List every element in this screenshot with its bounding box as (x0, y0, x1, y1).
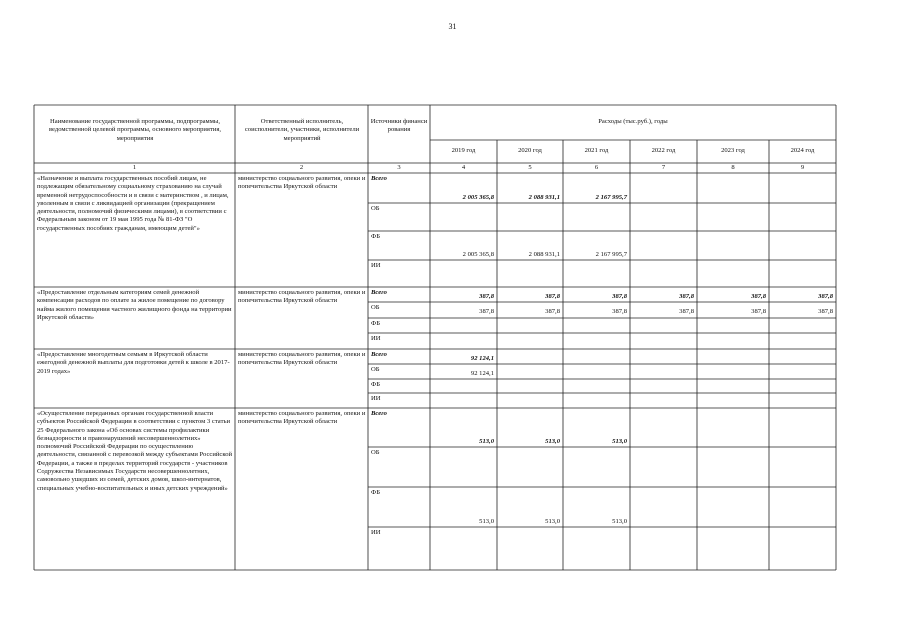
row-4-fb-2019: 513,0 (479, 518, 494, 525)
row-3-name: «Предоставление многодетным семьям в Иркутской области ежегодной денежной выплаты для подготовки детей к школе в 2017-2019 годах» (37, 351, 230, 375)
year-2024: 2024 год (790, 147, 815, 154)
row-2-fb-label: ФБ (371, 320, 380, 327)
row-2-total-2021: 387,8 (612, 293, 627, 300)
col-number: 4 (461, 164, 466, 171)
year-2020: 2020 год (518, 147, 542, 154)
row-3-fb-label: ФБ (371, 381, 380, 388)
row-1-executor: министерство социального развития, опеки и попечительства Иркутской области (238, 175, 366, 191)
row-2-name: «Предоставление отдельным категориям семей денежной компенсации расходов по оплате за жилое помещение по договору найма жилого помещения частного жилищного фонда на территории Иркутской области» (37, 289, 232, 321)
row-2-ob-2023: 387,8 (751, 308, 766, 315)
header-sources: Источники финансирования (370, 118, 428, 134)
row-1-fb-2020: 2 088 931,1 (528, 251, 560, 258)
row-1-total-2019: 2 005 365,8 (462, 194, 494, 201)
year-2021: 2021 год (584, 147, 609, 154)
row-4-fb-2021: 513,0 (612, 518, 627, 525)
col-number: 3 (397, 164, 401, 171)
row-1-total-2021: 2 167 995,7 (595, 194, 627, 201)
row-2-ob-label: ОБ (371, 304, 380, 311)
row-1-total-2020: 2 088 931,1 (528, 194, 560, 201)
row-2-ob-2022: 387,8 (679, 308, 694, 315)
row-4-executor: министерство социального развития, опеки и попечительства Иркутской области (238, 410, 366, 426)
year-2022: 2022 год (651, 147, 676, 154)
header-program-name: Наименование государственной программы, подпрограммы, ведомственной целевой программы, основного мероприятия, мероприятия (48, 118, 222, 142)
row-1-total-label: Всего (371, 175, 387, 182)
col-number: 9 (800, 164, 805, 171)
year-2023: 2023 год (721, 147, 745, 154)
row-4-total-2021: 513,0 (612, 438, 627, 445)
header-expenses: Расходы (тыс.руб.), годы (598, 118, 668, 125)
row-3-total-2019: 92 124,1 (470, 355, 494, 362)
col-number: 1 (132, 164, 137, 171)
row-3-total-label: Всего (371, 351, 387, 358)
col-number: 2 (299, 164, 304, 171)
row-4-ii-label: ИИ (371, 529, 381, 536)
row-2-total-2020: 387,8 (545, 293, 560, 300)
row-4-fb-2020: 513,0 (545, 518, 560, 525)
row-1-name: «Назначение и выплата государственных пособий лицам, не подлежащим обязательному социальному страхованию на случай временной нетрудоспособности и в связи с материнством , и лицам, уволенным в связи с ликвидацией организации (прекращением деятельности, полномочий физическими лицами), в соответствии с Федеральным законом от 19 мая 1995 года № 81-ФЗ "О государственных пособиях гражданам, имеющим детей"» (37, 175, 229, 232)
row-2-ob-2021: 387,8 (612, 308, 627, 315)
row-2-total-label: Всего (371, 289, 387, 296)
row-4-name: «Осуществление переданных органам государственной власти субъектов Российской Федерации в соответствии с пунктом 3 статьи 25 Федерального закона «Об основах системы профилактики безнадзорности и правонарушений несовершеннолетних» полномочий Российской Федерации по осуществлению деятельности, связанной с перевозкой между субъектами Российской Федерации, а также в пределах территорий государств - участников Содружества Независимых Государств несовершеннолетних, самовольно ушедших из семей, детских домов, школ-интернатов, специальных учебно-воспитательных и иных детских учреждений» (37, 410, 233, 492)
row-3-ob-2019: 92 124,1 (470, 370, 494, 377)
row-1-ob-label: ОБ (371, 205, 380, 212)
row-4-total-label: Всего (371, 410, 387, 417)
row-4-ob-label: ОБ (371, 449, 380, 456)
page-number: 31 (448, 22, 457, 31)
row-3-ob-label: ОБ (371, 366, 380, 373)
row-2-total-2019: 387,8 (479, 293, 494, 300)
row-2-ob-2024: 387,8 (818, 308, 833, 315)
row-1-ii-label: ИИ (371, 262, 381, 269)
row-2-ob-2019: 387,8 (479, 308, 494, 315)
row-2-total-2024: 387,8 (818, 293, 833, 300)
row-4-total-2019: 513,0 (479, 438, 494, 445)
row-3-executor: министерство социального развития, опеки и попечительства Иркутской области (238, 351, 366, 367)
row-4-fb-label: ФБ (371, 489, 380, 496)
row-2-total-2023: 387,8 (751, 293, 766, 300)
year-2019: 2019 год (451, 147, 476, 154)
row-2-ob-2020: 387,8 (545, 308, 560, 315)
row-1-fb-2021: 2 167 995,7 (595, 251, 627, 258)
col-number: 6 (594, 164, 599, 171)
row-2-total-2022: 387,8 (679, 293, 694, 300)
row-3-ii-label: ИИ (371, 395, 381, 402)
row-2-executor: министерство социального развития, опеки и попечительства Иркутской области (238, 289, 366, 305)
row-2-ii-label: ИИ (371, 335, 381, 342)
col-number: 5 (528, 164, 532, 171)
row-4-total-2020: 513,0 (545, 438, 560, 445)
row-1-fb-2019: 2 005 365,8 (462, 251, 494, 258)
row-1-fb-label: ФБ (371, 233, 380, 240)
col-number: 8 (731, 164, 735, 171)
header-executor: Ответственный исполнитель, соисполнители, участники, исполнители мероприятий (244, 118, 360, 142)
col-number: 7 (661, 164, 666, 171)
